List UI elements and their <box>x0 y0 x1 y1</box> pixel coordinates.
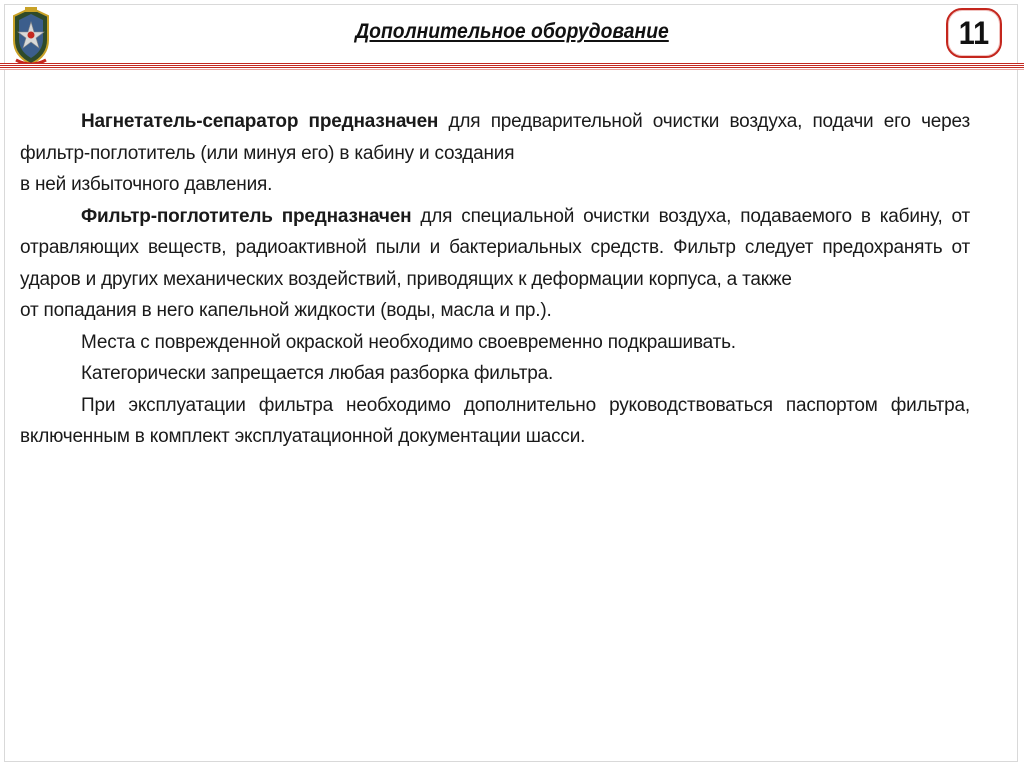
page-number: 11 <box>958 14 990 51</box>
paragraph-text: Места с поврежденной окраской необходимо своевременно подкрашивать. <box>81 331 736 353</box>
header-divider-line <box>0 69 1024 70</box>
paragraph-lead: Нагнетатель-сепаратор предназначен <box>81 111 439 132</box>
paragraph-tail: от попадания в него капельной жидкости (воды, масла и пр.). <box>20 300 552 321</box>
paragraph-text: При эксплуатации фильтра необходимо дополнительно руководствоваться паспортом фильтра, включенным в комплект эксплуатационной документации шасси. <box>20 394 970 447</box>
paragraph-text: для специальной очистки воздуха, подаваемого в кабину, от отравляющих веществ, радиоактивной пыли и бактериальных средств. Фильтр следует предохранять от ударов и других механических воздействий, приводящих к деформации корпуса, а также <box>20 205 970 290</box>
paragraph-lead: Фильтр-поглотитель предназначен <box>81 205 412 227</box>
page-number-badge <box>946 8 1002 58</box>
paragraph-text: Категорически запрещается любая разборка фильтра. <box>81 363 554 384</box>
document-body <box>20 106 970 453</box>
slide-header <box>0 0 1024 75</box>
paragraph-disassembly-ban <box>20 358 970 390</box>
page-title: Дополнительное оборудование <box>355 20 669 43</box>
paragraph-blower-separator <box>20 106 970 201</box>
paragraph-filter-absorber <box>20 201 970 327</box>
paragraph-text: для предварительной очистки воздуха, подачи его через фильтр-поглотитель (или минуя его) в кабину и создания <box>20 111 970 164</box>
paragraph-tail: в ней избыточного давления. <box>20 174 273 195</box>
paragraph-paint-repair <box>20 327 970 359</box>
paragraph-passport-guidance <box>20 390 970 453</box>
